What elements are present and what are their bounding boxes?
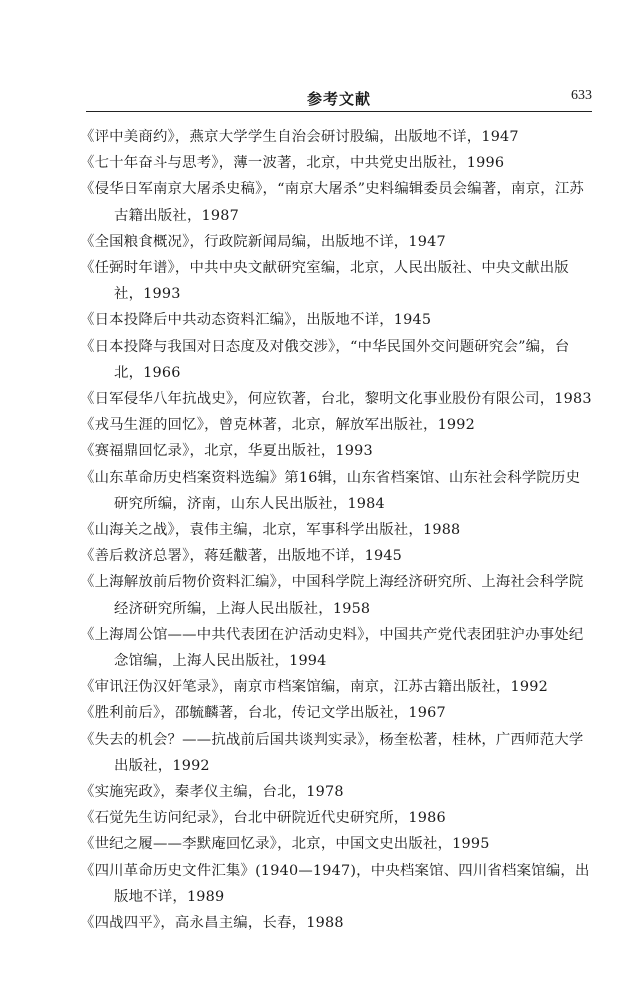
header-title: 参考文献	[306, 90, 371, 108]
reference-entry: 《石觉先生访问纪录》，台北中研院近代史研究所，1986	[80, 810, 446, 827]
reference-entry: 《上海周公馆——中共代表团在沪活动史料》，中国共产党代表团驻沪办事处纪念馆编，上海人民出版社，1994	[80, 626, 584, 670]
reference-entry: 《山海关之战》，袁伟主编，北京，军事科学出版社，1988	[80, 522, 461, 539]
reference-entry: 《侵华日军南京大屠杀史稿》，“南京大屠杀”史料编辑委员会编著，南京，江苏古籍出版社，1987	[80, 181, 584, 224]
reference-entry: 《日本投降与我国对日态度及对俄交涉》，“中华民国外交问题研究会”编，台北，1966	[80, 338, 570, 381]
reference-entry: 《善后救济总署》，蒋廷黻著，出版地不详，1945	[80, 548, 403, 565]
running-header	[86, 82, 592, 112]
reference-entry: 《全国粮食概况》，行政院新闻局编，出版地不详，1947	[80, 233, 446, 250]
page-number: 633	[571, 88, 592, 103]
reference-entry: 《任弼时年谱》，中共中央文献研究室编，北京，人民出版社、中央文献出版社，1993	[80, 260, 569, 303]
reference-list	[80, 124, 594, 936]
reference-entry: 《山东革命历史档案资料选编》第16辑，山东省档案馆、山东社会科学院历史研究所编，济南，山东人民出版社，1984	[80, 469, 581, 512]
reference-entry: 《上海解放前后物价资料汇编》，中国科学院上海经济研究所、上海社会科学院经济研究所编，上海人民出版社，1958	[80, 574, 584, 617]
reference-entry: 《日军侵华八年抗战史》，何应钦著，台北，黎明文化事业股份有限公司，1983	[80, 391, 592, 408]
reference-entry: 《失去的机会？——抗战前后国共谈判实录》，杨奎松著，桂林，广西师范大学出版社，1992	[80, 731, 584, 774]
reference-entry: 《评中美商约》，燕京大学学生自治会研讨股编，出版地不详，1947	[80, 129, 519, 145]
reference-entry: 《实施宪政》，秦孝仪主编，台北，1978	[80, 784, 344, 801]
reference-entry: 《四战四平》，高永昌主编，长春，1988	[80, 915, 344, 932]
reference-entry: 《四川革命历史文件汇集》(1940—1947)，中央档案馆、四川省档案馆编，出版地不详，1989	[80, 862, 590, 905]
reference-entry: 《赛福鼎回忆录》，北京，华夏出版社，1993	[80, 443, 373, 460]
header-rule	[86, 111, 592, 112]
reference-entry: 《世纪之履——李默庵回忆录》，北京，中国文史出版社，1995	[80, 836, 490, 853]
reference-entry: 《七十年奋斗与思考》，薄一波著，北京，中共党史出版社，1996	[80, 155, 505, 172]
reference-entry: 《戎马生涯的回忆》，曾克林著，北京，解放军出版社，1992	[80, 417, 475, 434]
reference-entry: 《胜利前后》，邵毓麟著，台北，传记文学出版社，1967	[80, 705, 446, 722]
reference-entry: 《日本投降后中共动态资料汇编》，出版地不详，1945	[80, 312, 432, 329]
reference-entry: 《审讯汪伪汉奸笔录》，南京市档案馆编，南京，江苏古籍出版社，1992	[80, 679, 548, 696]
